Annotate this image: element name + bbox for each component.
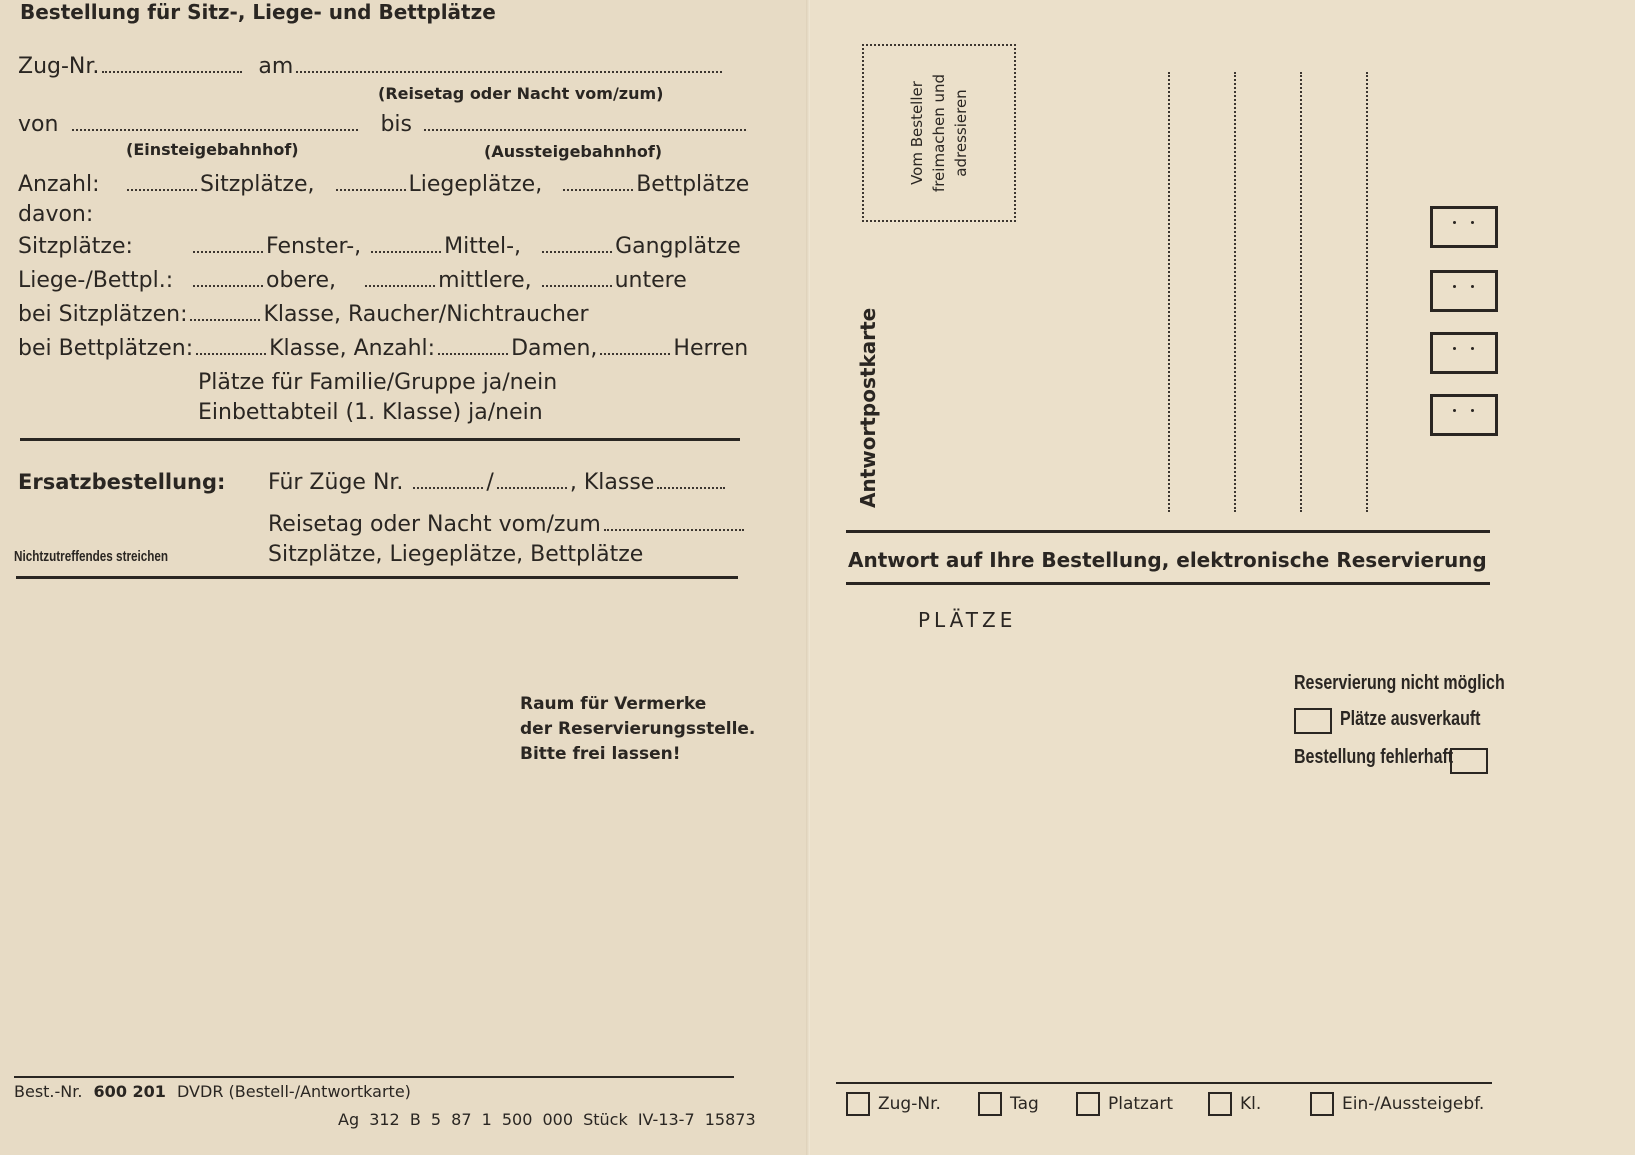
from-station-field[interactable] xyxy=(72,115,358,131)
checkbox[interactable] xyxy=(978,1092,1002,1116)
ladies-label: Damen, xyxy=(511,336,598,361)
stamp-text-rotated xyxy=(906,74,972,192)
beds-count-field[interactable] xyxy=(563,175,633,191)
route-row xyxy=(18,112,749,137)
check-label: Tag xyxy=(1010,1094,1039,1114)
address-line[interactable] xyxy=(1168,72,1170,512)
upper-field[interactable] xyxy=(193,271,263,287)
to-label: bis xyxy=(380,112,412,137)
check-label: Platzart xyxy=(1108,1094,1174,1114)
to-station-field[interactable] xyxy=(424,115,746,131)
footer-divider xyxy=(14,1076,734,1078)
stamp-text xyxy=(864,46,1014,220)
strike-note: Nichtzutreffendes streichen xyxy=(14,548,169,565)
alternate-train-1-field[interactable] xyxy=(413,473,483,489)
checkbox[interactable] xyxy=(1076,1092,1100,1116)
sold-out-label: Plätze ausverkauft xyxy=(1340,708,1481,730)
order-number: 600 201 xyxy=(93,1082,166,1101)
from-label: von xyxy=(18,112,59,137)
berth-position-label: Liege-/Bettpl.: xyxy=(18,268,174,293)
check-label: Zug-Nr. xyxy=(878,1094,941,1114)
lower-field[interactable] xyxy=(542,271,612,287)
checkbox[interactable] xyxy=(1208,1092,1232,1116)
gentlemen-label: Herren xyxy=(673,336,749,361)
alternate-trains-label: Für Züge Nr. xyxy=(268,470,404,495)
reply-postcard-label: Antwortpostkarte xyxy=(856,307,880,508)
lower-label: untere xyxy=(614,268,687,293)
middle-label: Mittel-, xyxy=(444,234,522,259)
address-line[interactable] xyxy=(1300,72,1302,512)
couchettes-label: Liegeplätze, xyxy=(408,172,543,197)
couchettes-count-field[interactable] xyxy=(336,175,406,191)
train-number-field[interactable] xyxy=(102,57,242,73)
stamp-line: Vom Besteller xyxy=(908,81,926,185)
alternate-class-field[interactable] xyxy=(657,473,725,489)
to-station-hint: (Aussteigebahnhof) xyxy=(484,142,663,161)
anzahl-label: Anzahl: xyxy=(18,172,100,197)
bed-class-field[interactable] xyxy=(196,339,266,355)
seat-position-label: Sitzplätze: xyxy=(18,234,133,259)
office-note xyxy=(520,692,755,767)
check-label: Kl. xyxy=(1240,1094,1262,1114)
stamp-line: adressieren xyxy=(952,89,970,177)
reservation-not-possible: Reservierung nicht möglich xyxy=(1294,672,1505,694)
address-line[interactable] xyxy=(1234,72,1236,512)
footer-divider xyxy=(836,1082,1492,1084)
gentlemen-field[interactable] xyxy=(600,339,670,355)
berth-position-row xyxy=(190,268,687,293)
alternate-order-label: Ersatzbestellung: xyxy=(18,470,226,494)
check-item[interactable] xyxy=(978,1092,1039,1116)
order-number-text: DVDR (Bestell-/Antwortkarte) xyxy=(177,1082,411,1101)
postal-code-box[interactable] xyxy=(1430,270,1498,312)
sold-out-checkbox[interactable] xyxy=(1294,708,1332,734)
train-number-row xyxy=(18,54,725,79)
window-label: Fenster-, xyxy=(266,234,362,259)
bed-count-label: Klasse, Anzahl: xyxy=(269,336,436,361)
fold-line xyxy=(806,0,810,1155)
date-label: am xyxy=(258,54,294,79)
office-note-line: der Reservierungsstelle. xyxy=(520,719,756,739)
train-number-label: Zug-Nr. xyxy=(18,54,100,79)
divider xyxy=(16,576,738,579)
divider xyxy=(846,582,1490,585)
middle-berth-field[interactable] xyxy=(365,271,435,287)
order-faulty-checkbox[interactable] xyxy=(1450,748,1488,774)
smoking-label: Klasse, Raucher/Nichtraucher xyxy=(263,302,589,327)
alternate-date-label: Reisetag oder Nacht vom/zum xyxy=(268,512,601,537)
print-code: Ag 312 B 5 87 1 500 000 Stück IV-13-7 15873 xyxy=(338,1110,756,1129)
alternate-date-row xyxy=(268,512,747,537)
order-faulty-label: Bestellung fehlerhaft xyxy=(1294,746,1454,768)
stamp-area xyxy=(862,44,1016,222)
alternate-class-label: , Klasse xyxy=(569,470,655,495)
beds-label: Bettplätze xyxy=(636,172,750,197)
form-title: Bestellung für Sitz-, Liege- und Bettplätze xyxy=(20,0,496,24)
postal-code-box[interactable] xyxy=(1430,206,1498,248)
check-item[interactable] xyxy=(1208,1092,1261,1116)
middle-field[interactable] xyxy=(371,237,441,253)
travel-date-hint: (Reisetag oder Nacht vom/zum) xyxy=(378,84,664,103)
seat-class-row xyxy=(18,302,589,327)
check-label: Ein-/Aussteigebf. xyxy=(1342,1094,1485,1114)
seat-class-label: bei Sitzplätzen: xyxy=(18,302,188,327)
davon-label: davon: xyxy=(18,202,94,227)
bed-class-row xyxy=(18,336,748,361)
seat-position-row xyxy=(190,234,741,259)
divider xyxy=(20,438,740,441)
seat-class-field[interactable] xyxy=(190,305,260,321)
aisle-label: Gangplätze xyxy=(615,234,741,259)
seats-label: Sitzplätze, xyxy=(200,172,315,197)
aisle-field[interactable] xyxy=(542,237,612,253)
seats-heading: PLÄTZE xyxy=(918,608,1017,632)
ladies-field[interactable] xyxy=(438,339,508,355)
alternate-trains-row xyxy=(268,470,728,495)
upper-label: obere, xyxy=(266,268,337,293)
postal-code-box[interactable] xyxy=(1430,332,1498,374)
office-note-line: Bitte frei lassen! xyxy=(520,744,681,764)
check-item[interactable] xyxy=(846,1092,941,1116)
check-item[interactable] xyxy=(1310,1092,1484,1116)
order-number-line xyxy=(14,1082,411,1101)
checkbox[interactable] xyxy=(846,1092,870,1116)
bed-class-label: bei Bettplätzen: xyxy=(18,336,194,361)
from-station-hint: (Einsteigebahnhof) xyxy=(126,140,299,159)
alternate-type-option[interactable]: Sitzplätze, Liegeplätze, Bettplätze xyxy=(268,542,644,567)
window-field[interactable] xyxy=(193,237,263,253)
anzahl-row xyxy=(124,172,749,197)
slash: / xyxy=(486,470,494,495)
travel-date-field[interactable] xyxy=(296,57,722,73)
address-line[interactable] xyxy=(1366,72,1368,512)
seats-count-field[interactable] xyxy=(127,175,197,191)
single-compartment-option[interactable]: Einbettabteil (1. Klasse) ja/nein xyxy=(198,400,543,425)
check-item[interactable] xyxy=(1076,1092,1173,1116)
middle-berth-label: mittlere, xyxy=(438,268,532,293)
stamp-line: freimachen und xyxy=(930,73,948,193)
family-group-option[interactable]: Plätze für Familie/Gruppe ja/nein xyxy=(198,370,558,395)
postal-code-box[interactable] xyxy=(1430,394,1498,436)
alternate-train-2-field[interactable] xyxy=(497,473,567,489)
alternate-date-field[interactable] xyxy=(604,515,744,531)
office-note-line: Raum für Vermerke xyxy=(520,694,707,714)
divider xyxy=(846,530,1490,533)
order-number-label: Best.-Nr. xyxy=(14,1082,83,1101)
reply-title: Antwort auf Ihre Bestellung, elektronische Reservierung xyxy=(848,548,1487,572)
checkbox[interactable] xyxy=(1310,1092,1334,1116)
